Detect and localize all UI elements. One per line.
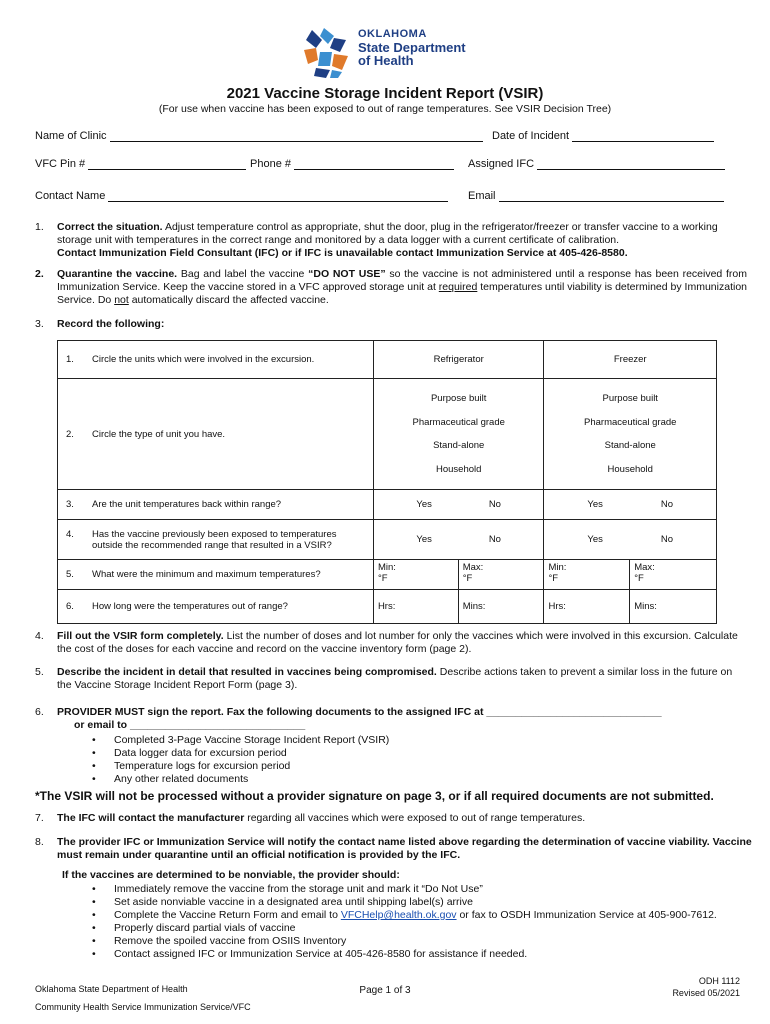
vfc-pin-field xyxy=(35,158,246,170)
q4-fridge-yes[interactable]: Yes xyxy=(416,534,432,545)
table-row xyxy=(58,520,717,560)
step-5 xyxy=(57,666,747,692)
q6-text: How long were the temperatures out of range? xyxy=(92,601,288,612)
step-6-line-2: or email to ______________________________ xyxy=(74,719,306,731)
step-1 xyxy=(57,221,747,260)
q2-refrigerator-options xyxy=(373,379,544,490)
list-item: • Properly discard partial vials of vaccine xyxy=(92,922,762,935)
q3-text: Are the unit temperatures back within range? xyxy=(92,499,282,510)
step-6-bullets xyxy=(92,734,389,786)
list-item: • Immediately remove the vaccine from the storage unit and mark it “Do Not Use” xyxy=(92,883,762,896)
q2-freezer-options xyxy=(544,379,717,490)
list-item: • Any other related documents xyxy=(92,773,389,786)
vfc-help-email-link[interactable]: VFCHelp@health.ok.gov xyxy=(340,909,457,921)
q1-number: 1. xyxy=(66,354,74,365)
nv-b3-text-a: Complete the Vaccine Return Form and email to xyxy=(114,909,341,921)
date-of-incident-input[interactable] xyxy=(572,130,714,142)
step-2-number: 2. xyxy=(35,268,44,280)
q5-freezer-min[interactable] xyxy=(544,560,630,590)
table-row xyxy=(58,560,717,590)
email-field xyxy=(468,190,724,202)
nonviable-heading: If the vaccines are determined to be nonviable, the provider should: xyxy=(62,869,400,881)
page-subtitle: (For use when vaccine has been exposed to out of range temperatures. See VSIR Decision Tree) xyxy=(158,103,612,115)
osdh-emblem-icon xyxy=(302,26,356,80)
step-2-text-a: Bag and label the vaccine xyxy=(177,268,309,280)
list-item xyxy=(92,909,762,922)
email-label: Email xyxy=(468,190,496,202)
phone-input[interactable] xyxy=(294,158,454,170)
q5-number: 5. xyxy=(66,569,74,580)
q1-freezer-option[interactable]: Freezer xyxy=(544,341,717,379)
q5-fridge-max-unit: °F xyxy=(462,573,473,584)
q2-fridge-stand-alone[interactable]: Stand-alone xyxy=(433,440,485,451)
q3-freezer-no[interactable]: No xyxy=(660,499,674,510)
step-2-text-b: so the vaccine is not administered until a response has been received from Immunization Service. Keep the vaccine stored in a VFC approved storage unit at xyxy=(57,268,748,293)
step-3-heading: Record the following: xyxy=(57,318,165,330)
step-5-number: 5. xyxy=(35,666,44,678)
contact-name-label: Contact Name xyxy=(35,190,106,202)
q2-fridge-household[interactable]: Household xyxy=(435,463,482,475)
page-title: 2021 Vaccine Storage Incident Report (VSIR) xyxy=(226,85,544,102)
step-5-text: Describe actions taken to prevent a similar loss in the future on the Vaccine Storage Incident Report Form (page 3). xyxy=(57,666,733,691)
footer-org: Oklahoma State Department of Health xyxy=(35,984,188,994)
step-1-number: 1. xyxy=(35,221,44,233)
q3-number: 3. xyxy=(66,499,74,510)
list-item: • Temperature logs for excursion period xyxy=(92,760,389,773)
nonviable-bullets xyxy=(92,883,762,961)
nv-b3-text-b: or fax to OSDH Immunization Service at 405-900-7612. xyxy=(456,909,717,921)
q4-number: 4. xyxy=(66,528,74,540)
q3-fridge-no[interactable]: No xyxy=(488,499,501,510)
step-7-heading: The IFC will contact the manufacturer xyxy=(57,812,245,824)
list-item: • Contact assigned IFC or Immunization Service at 405-426-8580 for assistance if needed. xyxy=(92,948,762,961)
page-number: Page 1 of 3 xyxy=(359,985,411,996)
q1-text: Circle the units which were involved in the excursion. xyxy=(92,354,315,365)
q4-freezer-yes[interactable]: Yes xyxy=(587,534,603,545)
phone-label: Phone # xyxy=(250,158,291,170)
logo-line-1: OKLAHOMA xyxy=(358,28,427,40)
form-number: ODH 1112 xyxy=(698,976,740,986)
revision-date: Revised 05/2021 xyxy=(672,988,740,998)
q6-number: 6. xyxy=(66,601,74,612)
q5-freezer-max-unit: °F xyxy=(634,573,644,584)
table-row xyxy=(58,490,717,520)
name-of-clinic-field xyxy=(35,130,483,142)
step-4-heading: Fill out the VSIR form completely. xyxy=(57,630,224,642)
q5-fridge-min-label: Min: xyxy=(377,562,396,573)
step-4-number: 4. xyxy=(35,630,44,642)
q3-fridge-yes[interactable]: Yes xyxy=(416,499,432,510)
table-row xyxy=(58,379,717,490)
q2-number: 2. xyxy=(66,428,74,440)
step-4-text: List the number of doses and lot number for only the vaccines which were involved in this excursion. Calculate the cost of the doses for each vaccine and record on the vaccine inventory form (page 2). xyxy=(57,630,738,655)
list-item: • Set aside nonviable vaccine in a designated area until shipping label(s) arrive xyxy=(92,896,762,909)
list-item: • Data logger data for excursion period xyxy=(92,747,389,760)
q2-fridge-pharmaceutical-grade[interactable]: Pharmaceutical grade xyxy=(412,416,505,428)
logo-line-3: of Health xyxy=(358,53,414,68)
name-of-clinic-label: Name of Clinic xyxy=(35,130,107,142)
step-4 xyxy=(57,630,747,656)
q5-text: What were the minimum and maximum temperatures? xyxy=(92,569,321,580)
q6-fridge-mins[interactable]: Mins: xyxy=(458,590,544,624)
q6-freezer-mins[interactable]: Mins: xyxy=(630,590,717,624)
table-row xyxy=(58,341,717,379)
contact-name-input[interactable] xyxy=(108,190,448,202)
assigned-ifc-field xyxy=(468,158,725,170)
step-1-contact: Contact Immunization Field Consultant (IFC) or if IFC is unavailable contact Immunization Service at 405-426-8580. xyxy=(57,247,628,259)
step-2-text-d: automatically discard the affected vaccine. xyxy=(128,294,329,306)
step-7-number: 7. xyxy=(35,812,44,824)
q2-freezer-household[interactable]: Household xyxy=(607,463,653,475)
step-1-text: Adjust temperature control as appropriate, shut the door, plug in the refrigerator/freezer or transfer vaccine to a working storage unit with temperatures in the correct range and monitored by a data logger with a current certificate of calibration. xyxy=(57,221,718,246)
logo-line-2: State Department xyxy=(358,40,466,55)
q4-fridge-no[interactable]: No xyxy=(488,534,501,545)
step-5-heading: Describe the incident in detail that resulted in vaccines being compromised. xyxy=(57,666,437,678)
q5-freezer-max-label: Max: xyxy=(634,562,655,573)
vfc-pin-label: VFC Pin # xyxy=(35,158,86,170)
step-3-number: 3. xyxy=(35,318,44,330)
step-8-number: 8. xyxy=(35,836,44,848)
email-input[interactable] xyxy=(499,190,724,202)
step-2-heading: Quarantine the vaccine. xyxy=(57,268,178,280)
q5-fridge-min[interactable] xyxy=(373,560,458,590)
q5-fridge-max[interactable] xyxy=(458,560,544,590)
q5-freezer-max[interactable] xyxy=(630,560,717,590)
list-item: • Remove the spoiled vaccine from OSIIS Inventory xyxy=(92,935,762,948)
contact-name-field xyxy=(35,190,448,202)
q2-freezer-pharmaceutical-grade[interactable]: Pharmaceutical grade xyxy=(584,416,677,428)
assigned-ifc-input[interactable] xyxy=(537,158,725,170)
date-of-incident-label: Date of Incident xyxy=(492,130,570,142)
q1-refrigerator-option[interactable]: Refrigerator xyxy=(373,341,544,379)
q6-fridge-hrs[interactable]: Hrs: xyxy=(373,590,458,624)
q3-freezer-yes[interactable]: Yes xyxy=(587,499,603,510)
table-row xyxy=(58,590,717,624)
footer-right xyxy=(672,975,740,999)
phone-field xyxy=(250,158,454,170)
vfc-pin-input[interactable] xyxy=(88,158,246,170)
step-6-line-1: PROVIDER MUST sign the report. Fax the following documents to the assigned IFC at ______________________________ xyxy=(57,706,662,718)
logo-wordmark xyxy=(358,28,466,67)
record-table xyxy=(57,340,717,624)
q5-freezer-min-unit: °F xyxy=(548,573,559,584)
assigned-ifc-label: Assigned IFC xyxy=(468,158,535,170)
q2-freezer-stand-alone[interactable]: Stand-alone xyxy=(604,440,656,451)
date-of-incident-field xyxy=(492,130,714,142)
name-of-clinic-input[interactable] xyxy=(110,130,483,142)
q5-fridge-min-unit: °F xyxy=(377,573,388,584)
q2-freezer-purpose-built[interactable]: Purpose built xyxy=(602,393,658,404)
osdh-logo xyxy=(302,26,482,82)
step-2 xyxy=(57,268,747,307)
q5-freezer-min-label: Min: xyxy=(548,562,567,573)
q4-text: Has the vaccine previously been exposed to temperatures outside the recommended range that resulted in a VSIR? xyxy=(92,528,337,551)
warning-note: *The VSIR will not be processed without a provider signature on page 3, or if all required documents are not submitted. xyxy=(35,789,714,803)
q6-freezer-hrs[interactable]: Hrs: xyxy=(544,590,630,624)
list-item: • Completed 3-Page Vaccine Storage Incident Report (VSIR) xyxy=(92,734,389,747)
step-7-text: regarding all vaccines which were exposed to out of range temperatures. xyxy=(244,812,586,824)
step-2-text-c: temperatures until viability is determined by Immunization Service. Do xyxy=(57,281,747,306)
q2-fridge-purpose-built[interactable]: Purpose built xyxy=(430,393,487,404)
step-2-do-not-use: “DO NOT USE” xyxy=(308,268,386,280)
q4-freezer-no[interactable]: No xyxy=(660,534,674,545)
q2-text: Circle the type of unit you have. xyxy=(92,428,226,440)
step-7 xyxy=(57,812,747,825)
step-2-not: not xyxy=(114,294,129,306)
q5-fridge-max-label: Max: xyxy=(462,562,484,573)
step-2-required: required xyxy=(438,281,478,293)
step-6-number: 6. xyxy=(35,706,44,718)
step-8-text: The provider IFC or Immunization Service will notify the contact name listed above regarding the determination of vaccine viability. Vaccine must remain under quarantine until an official notification is provided by the IFC. xyxy=(57,836,752,861)
footer-service: Community Health Service Immunization Service/VFC xyxy=(35,1002,251,1012)
step-1-heading: Correct the situation. xyxy=(57,221,163,233)
